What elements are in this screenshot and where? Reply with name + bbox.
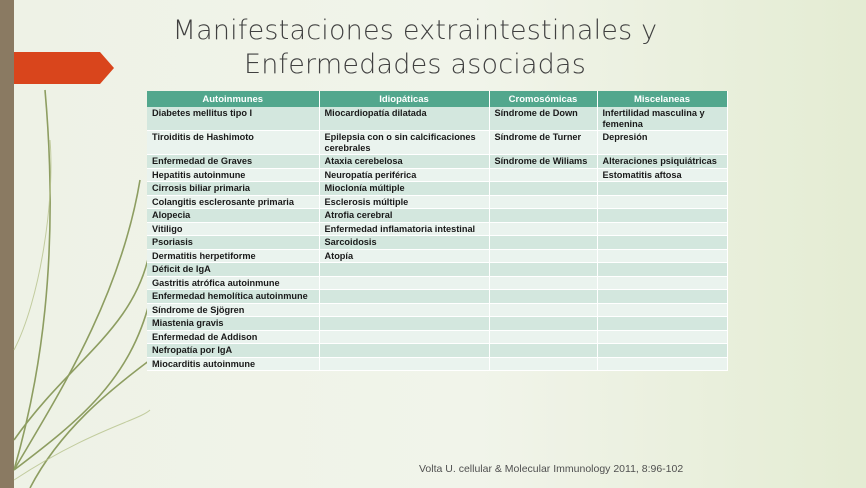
table-cell: Hepatitis autoinmune xyxy=(147,168,319,182)
table-row xyxy=(147,155,727,169)
table-cell xyxy=(319,263,489,277)
title-line-2: Enfermedades asociadas xyxy=(243,49,587,80)
table-cell: Enfermedad hemolítica autoinmune xyxy=(147,290,319,304)
table-cell: Dermatitis herpetiforme xyxy=(147,249,319,263)
table-cell xyxy=(319,276,489,290)
table-cell: Síndrome de Turner xyxy=(489,131,597,155)
table-cell: Colangitis esclerosante primaria xyxy=(147,195,319,209)
table-cell xyxy=(597,344,727,358)
table-cell: Alopecia xyxy=(147,209,319,223)
title-arrow-marker xyxy=(14,52,114,84)
table-cell xyxy=(597,195,727,209)
table-cell xyxy=(597,182,727,196)
table-row xyxy=(147,107,727,131)
table-cell xyxy=(489,276,597,290)
table-cell xyxy=(597,222,727,236)
table-cell xyxy=(597,330,727,344)
table-cell: Depresión xyxy=(597,131,727,155)
table-cell: Miastenia gravis xyxy=(147,317,319,331)
table-row xyxy=(147,303,727,317)
table-cell xyxy=(489,330,597,344)
table-cell xyxy=(597,263,727,277)
header-idiopaticas: Idiopáticas xyxy=(319,91,489,107)
associations-table xyxy=(147,91,727,371)
table-cell: Síndrome de Sjögren xyxy=(147,303,319,317)
table-cell xyxy=(489,182,597,196)
table-cell xyxy=(489,168,597,182)
table-cell xyxy=(597,317,727,331)
table-cell xyxy=(597,209,727,223)
table-cell: Cirrosis biliar primaria xyxy=(147,182,319,196)
table-cell xyxy=(597,249,727,263)
page-title xyxy=(150,14,680,82)
table-row xyxy=(147,276,727,290)
table-cell xyxy=(319,317,489,331)
leaf-curve xyxy=(14,180,140,470)
table-cell: Enfermedad de Graves xyxy=(147,155,319,169)
decorative-leaves xyxy=(0,0,160,488)
table-cell: Neuropatía periférica xyxy=(319,168,489,182)
table-row xyxy=(147,249,727,263)
citation: Volta U. cellular & Molecular Immunology 2011, 8:96-102 xyxy=(419,463,684,475)
table-cell xyxy=(489,263,597,277)
table-cell: Vitiligo xyxy=(147,222,319,236)
table-row xyxy=(147,168,727,182)
table-cell xyxy=(597,357,727,371)
table-row xyxy=(147,330,727,344)
leaf-curve xyxy=(14,90,50,470)
table-cell: Gastritis atrófica autoinmune xyxy=(147,276,319,290)
table-cell: Ataxia cerebelosa xyxy=(319,155,489,169)
leaf-curve xyxy=(14,410,150,480)
table-cell: Epilepsia con o sin calcificaciones cerebrales xyxy=(319,131,489,155)
leaf-curve xyxy=(14,250,150,440)
table-row xyxy=(147,263,727,277)
table-cell xyxy=(319,357,489,371)
table-header-row xyxy=(147,91,727,107)
table-row xyxy=(147,209,727,223)
table-cell: Miocardiopatía dilatada xyxy=(319,107,489,131)
table-cell: Atopía xyxy=(319,249,489,263)
table-cell xyxy=(489,249,597,263)
table-cell xyxy=(489,195,597,209)
table-row xyxy=(147,236,727,250)
table-cell: Déficit de IgA xyxy=(147,263,319,277)
table-cell xyxy=(489,209,597,223)
table-cell xyxy=(489,290,597,304)
table-cell xyxy=(319,330,489,344)
table-row xyxy=(147,195,727,209)
table-cell xyxy=(489,222,597,236)
table-row xyxy=(147,182,727,196)
table-cell xyxy=(319,303,489,317)
table-cell: Enfermedad de Addison xyxy=(147,330,319,344)
table-cell: Psoriasis xyxy=(147,236,319,250)
table-cell xyxy=(597,236,727,250)
table-row xyxy=(147,317,727,331)
header-miscelaneas: Miscelaneas xyxy=(597,91,727,107)
table-cell: Diabetes mellitus tipo I xyxy=(147,107,319,131)
table-cell: Esclerosis múltiple xyxy=(319,195,489,209)
table-row xyxy=(147,222,727,236)
table-cell xyxy=(319,344,489,358)
table-cell: Infertilidad masculina y femenina xyxy=(597,107,727,131)
table-cell: Miocarditis autoinmune xyxy=(147,357,319,371)
table-cell xyxy=(597,276,727,290)
table-row xyxy=(147,131,727,155)
table-cell: Síndrome de Down xyxy=(489,107,597,131)
table-cell xyxy=(597,303,727,317)
table-cell: Enfermedad inflamatoria intestinal xyxy=(319,222,489,236)
table-cell xyxy=(489,303,597,317)
table-row xyxy=(147,357,727,371)
header-autoinmunes: Autoinmunes xyxy=(147,91,319,107)
title-line-1: Manifestaciones extraintestinales y xyxy=(172,15,658,46)
table-cell: Síndrome de Wiliams xyxy=(489,155,597,169)
header-cromosomicas: Cromosómicas xyxy=(489,91,597,107)
table-row xyxy=(147,290,727,304)
table-cell xyxy=(489,236,597,250)
table-cell: Estomatitis aftosa xyxy=(597,168,727,182)
table-cell: Nefropatía por IgA xyxy=(147,344,319,358)
table-cell: Atrofia cerebral xyxy=(319,209,489,223)
leaf-curve xyxy=(14,140,51,350)
table-cell: Alteraciones psiquiátricas xyxy=(597,155,727,169)
table-cell: Sarcoidosis xyxy=(319,236,489,250)
table-row xyxy=(147,344,727,358)
table-cell xyxy=(319,290,489,304)
table-cell xyxy=(489,317,597,331)
table-cell: Tiroiditis de Hashimoto xyxy=(147,131,319,155)
table-cell xyxy=(597,290,727,304)
table-cell xyxy=(489,344,597,358)
leaf-curve xyxy=(30,360,150,488)
table-cell: Mioclonía múltiple xyxy=(319,182,489,196)
table-cell xyxy=(489,357,597,371)
